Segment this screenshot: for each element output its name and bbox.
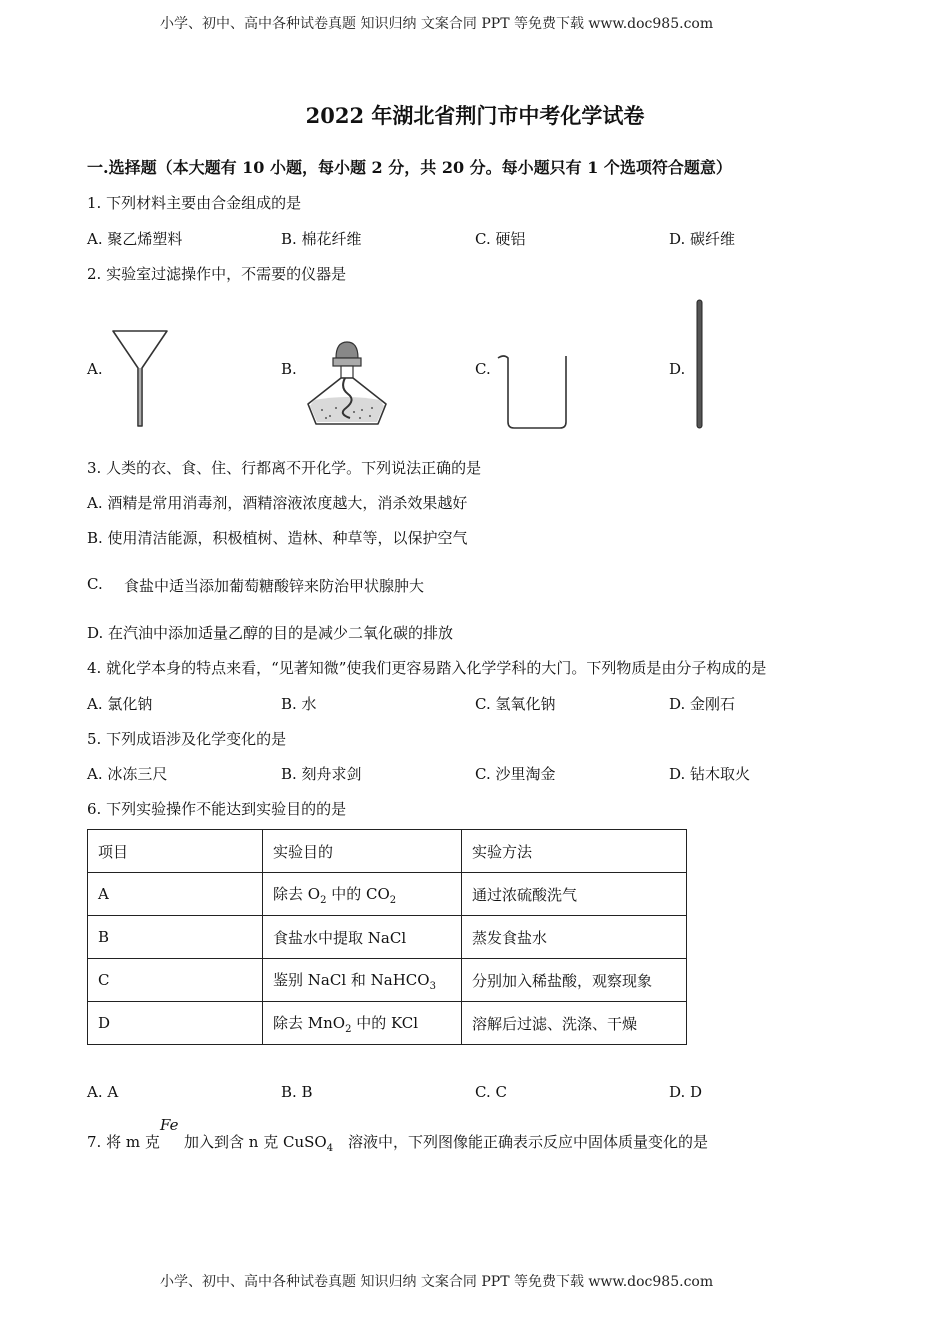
row-method: 分别加入稀盐酸，观察现象 [462, 959, 687, 1002]
q4-option-b: B. 水 [281, 695, 317, 713]
row-purpose: 除去 MnO$_2$ 中的 KCl [263, 1002, 462, 1045]
q3-option-a: A. 酒精是常用消毒剂，酒精溶液浓度越大，消杀效果越好 [87, 494, 468, 512]
page-footer: 小学、初中、高中各种试卷真题 知识归纳 文案合同 PPT 等免费下载 www.doc985.com [160, 1274, 714, 1290]
q2-label-a: A. [87, 360, 103, 378]
q6-option-d: D. D [669, 1083, 703, 1101]
q7-formula-fe: Fe [160, 1116, 179, 1134]
header-item: 项目 [88, 830, 263, 873]
q5-option-a: A. 冰冻三尺 [87, 765, 168, 783]
row-method: 溶解后过滤、洗涤、干燥 [462, 1002, 687, 1045]
q3-option-b: B. 使用清洁能源，积极植树、造林、种草等，以保护空气 [87, 529, 468, 547]
question-6-stem: 6. 下列实验操作不能达到实验目的的是 [87, 800, 347, 818]
q6-option-a: A. A [87, 1083, 119, 1101]
row-purpose: 除去 $O_2$ 中的 $CO_2$ [263, 873, 462, 916]
row-purpose: 鉴别 NaCl 和 NaHCO$_3$ [263, 959, 462, 1002]
question-7-suffix: 溶液中，下列图像能正确表示反应中固体质量变化的是 [348, 1133, 709, 1151]
row-item: C [88, 959, 263, 1002]
q1-option-a: A. 聚乙烯塑料 [87, 230, 183, 248]
header-purpose: 实验目的 [263, 830, 462, 873]
q5-option-b: B. 刻舟求剑 [281, 765, 362, 783]
q2-label-b: B. [281, 360, 297, 378]
q4-option-c: C. 氢氧化钠 [475, 695, 556, 713]
question-7-middle: 加入到含 n 克 CuSO$_4$ [184, 1133, 334, 1154]
row-method: 蒸发食盐水 [462, 916, 687, 959]
alcohol-lamp-icon [302, 338, 390, 430]
q5-option-d: D. 钻木取火 [669, 765, 751, 783]
section-heading: 一.选择题（本大题有 10 小题，每小题 2 分，共 20 分。每小题只有 1 个选项符合题意） [87, 158, 732, 177]
table-row [88, 1002, 687, 1045]
table-row [88, 873, 687, 916]
question-4-stem: 4. 就化学本身的特点来看，“见著知微”使我们更容易踏入化学学科的大门。下列物质是由分子构成的是 [87, 659, 767, 677]
page-title: 2022 年湖北省荆门市中考化学试卷 [305, 103, 645, 128]
q5-option-c: C. 沙里淘金 [475, 765, 556, 783]
q2-label-c: C. [475, 360, 491, 378]
row-item: B [88, 916, 263, 959]
q6-option-b: B. B [281, 1083, 313, 1101]
question-3-stem: 3. 人类的衣、食、住、行都离不开化学。下列说法正确的是 [87, 459, 482, 477]
page-header: 小学、初中、高中各种试卷真题 知识归纳 文案合同 PPT 等免费下载 www.doc985.com [160, 16, 714, 32]
row-item: A [88, 873, 263, 916]
q1-option-c: C. 硬铝 [475, 230, 526, 248]
table-row [88, 959, 687, 1002]
question-5-stem: 5. 下列成语涉及化学变化的是 [87, 730, 287, 748]
q3-option-d: D. 在汽油中添加适量乙醇的目的是减少二氧化碳的排放 [87, 624, 454, 642]
q4-option-d: D. 金刚石 [669, 695, 736, 713]
experiment-table [87, 829, 687, 1045]
header-method: 实验方法 [462, 830, 687, 873]
question-2-stem: 2. 实验室过滤操作中，不需要的仪器是 [87, 265, 347, 283]
glass-rod-icon [694, 298, 706, 432]
q6-option-c: C. C [475, 1083, 507, 1101]
row-method: 通过浓硫酸洗气 [462, 873, 687, 916]
beaker-icon [496, 352, 568, 430]
table-row [88, 916, 687, 959]
q1-option-d: D. 碳纤维 [669, 230, 736, 248]
q4-option-a: A. 氯化钠 [87, 695, 153, 713]
question-1-stem: 1. 下列材料主要由合金组成的是 [87, 194, 302, 212]
q2-label-d: D. [669, 360, 686, 378]
question-7-prefix: 7. 将 m 克 [87, 1133, 160, 1151]
row-purpose: 食盐水中提取 NaCl [263, 916, 462, 959]
q3-option-c-label: C. [87, 575, 103, 593]
funnel-icon [110, 328, 170, 430]
table-header-row [88, 830, 687, 873]
q3-option-c-text: 食盐中适当添加葡萄糖酸锌来防治甲状腺肿大 [124, 577, 425, 595]
q1-option-b: B. 棉花纤维 [281, 230, 362, 248]
row-item: D [88, 1002, 263, 1045]
